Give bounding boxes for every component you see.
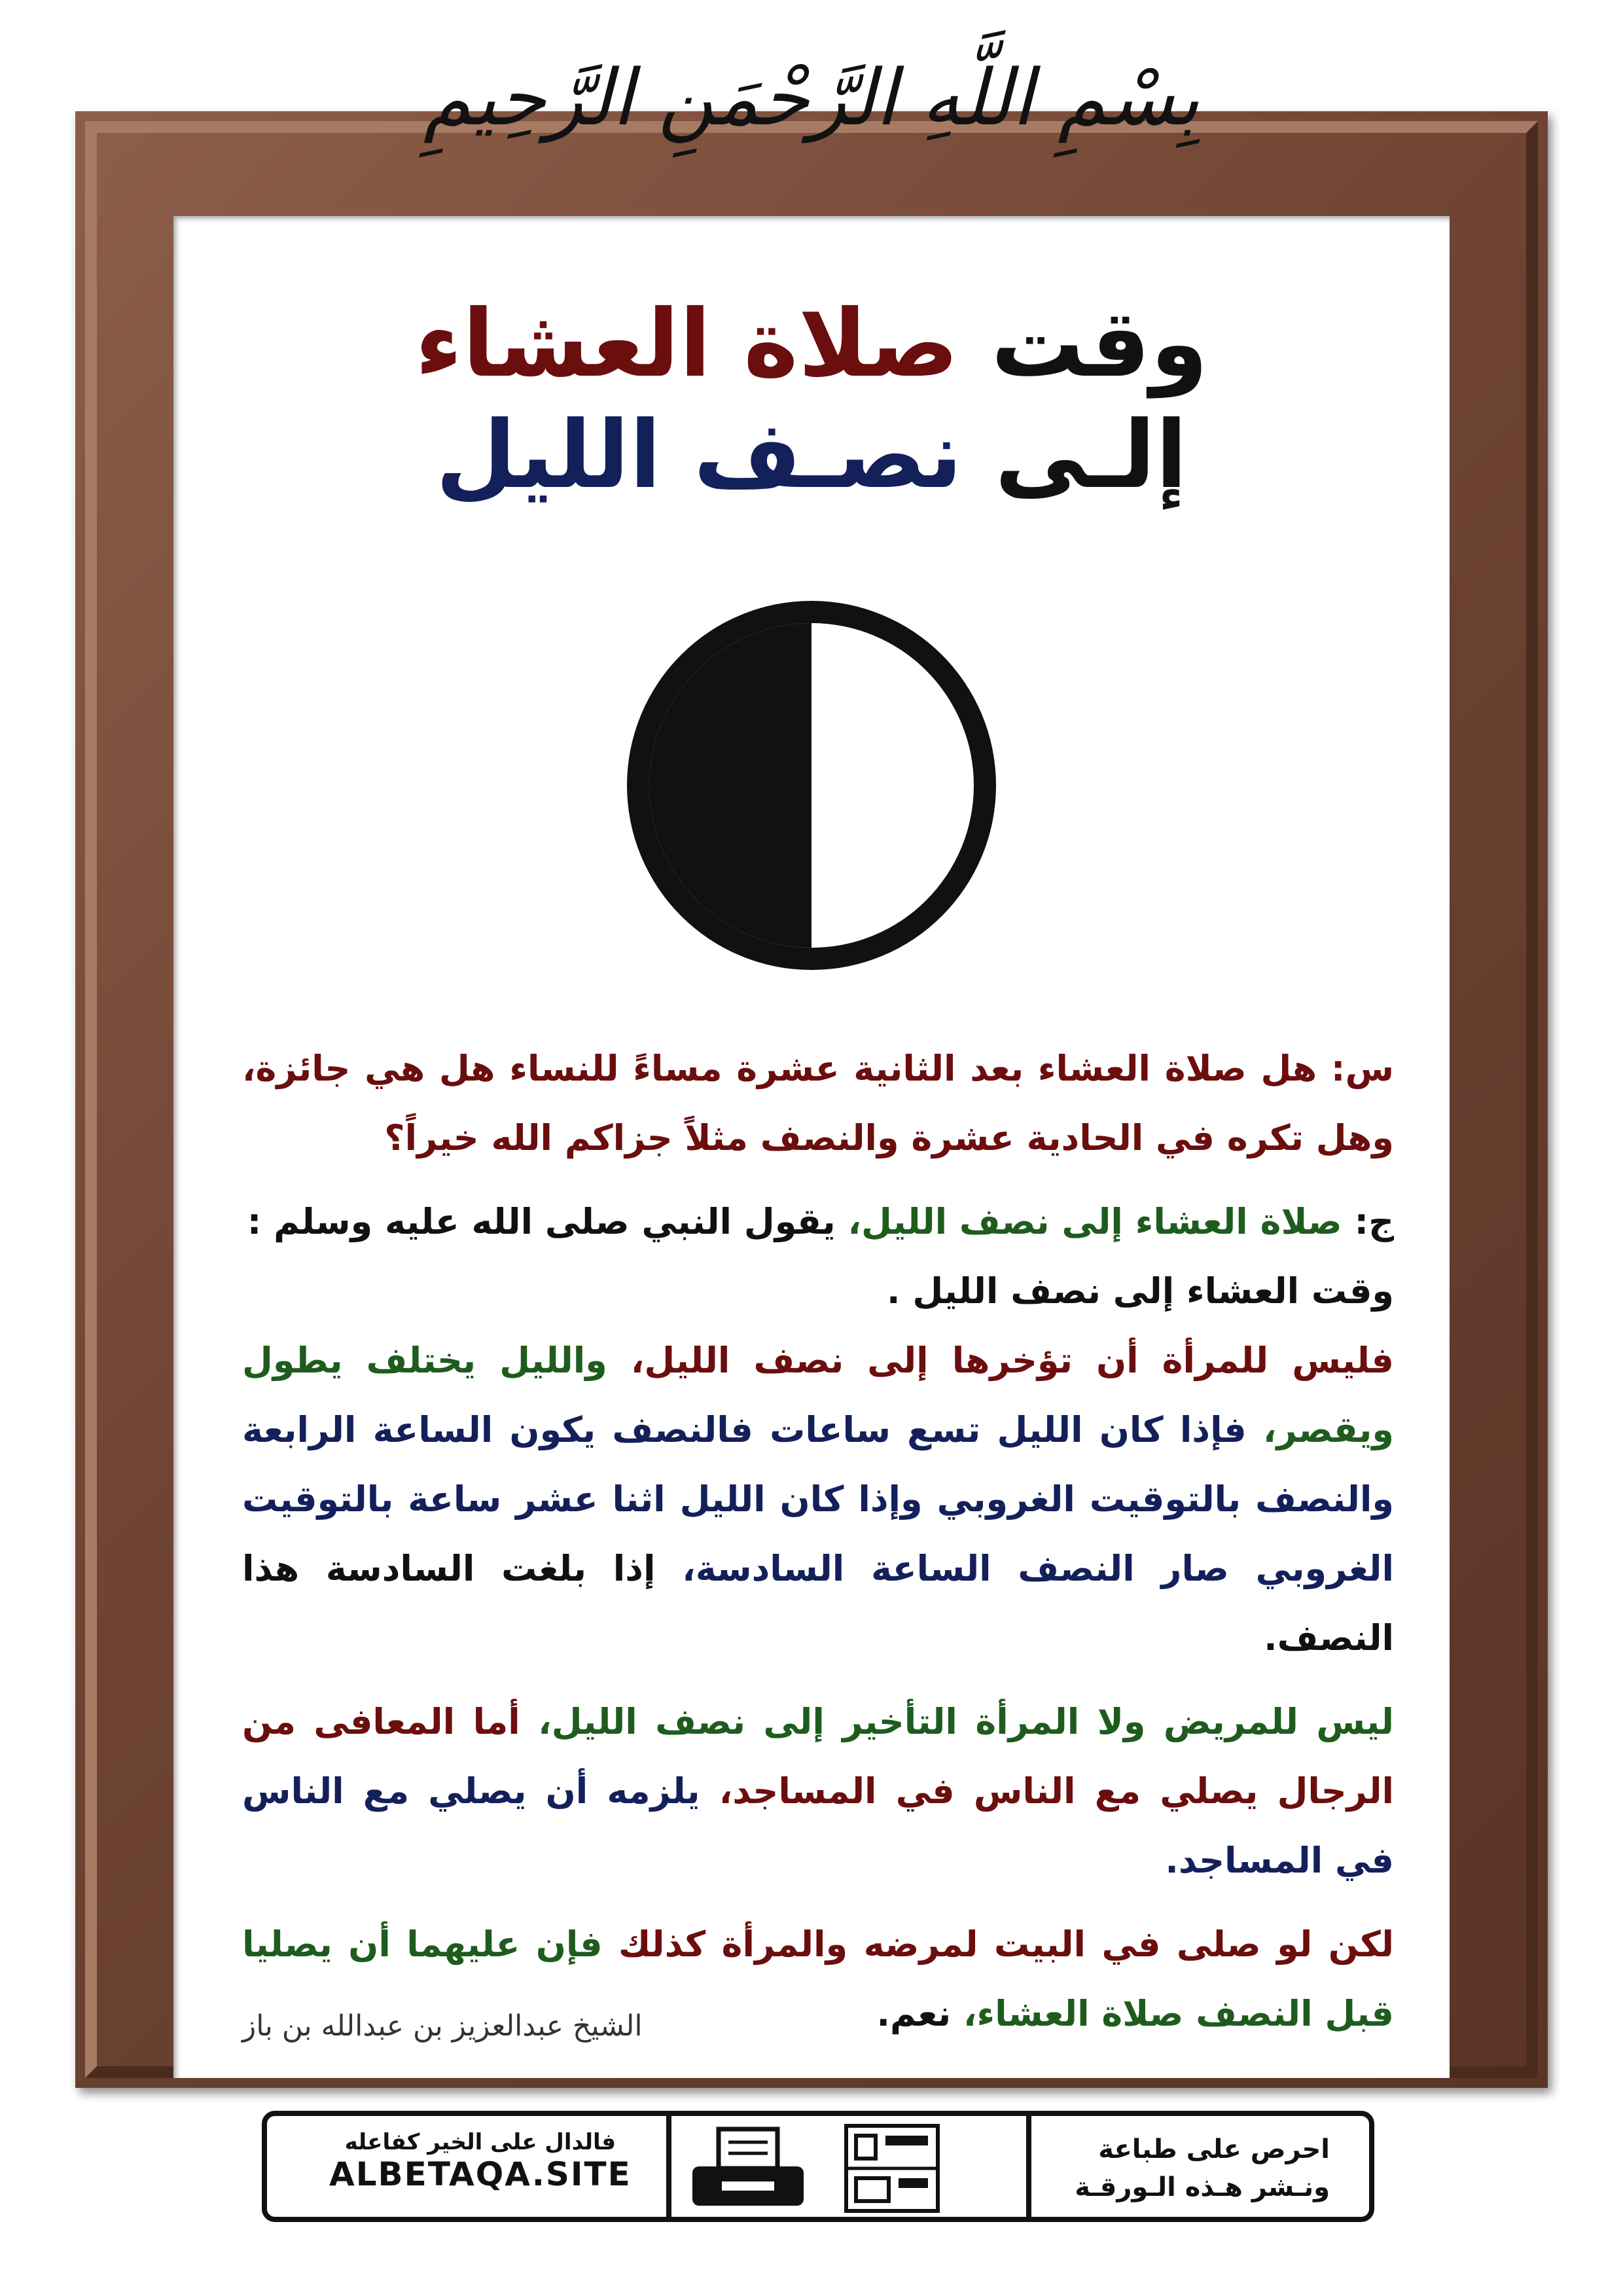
title-word-midnight: نصـف الليل (435, 401, 963, 509)
basmala-calligraphy: بِسْمِ اللَّهِ الرَّحْمَنِ الرَّحِيمِ (423, 52, 1200, 143)
answer-prefix: ج: (1354, 1201, 1394, 1242)
title-word-until: إلـى (995, 401, 1188, 509)
article-body (242, 1034, 1394, 2063)
footer-proverb: فالدال على الخير كفاعله (344, 2129, 616, 2155)
footer-site-url: ALBETAQA.SITE (329, 2155, 632, 2193)
author-signature: الشيخ عبدالعزيز بن عبدالله بن باز (242, 2009, 643, 2043)
footer-banner (262, 2111, 1374, 2222)
answer-p2-b: أما المعافى من الرجال يصلي مع الناس في المساجد، (242, 1701, 1394, 1812)
answer-lead: صلاة العشاء إلى نصف الليل، (847, 1201, 1342, 1242)
printer-icon (689, 2126, 807, 2211)
answer-paragraph-2 (242, 1687, 1394, 1895)
question-paragraph (242, 1034, 1394, 1173)
footer-print-line-2: ونـشر هـذه الـورقـة (1075, 2172, 1330, 2202)
half-moon-icon (609, 589, 1014, 982)
footer-print-call (1075, 2130, 1330, 2206)
answer-p3-b: فإن عليهما أن يصليا قبل النصف صلاة العشاء، (242, 1924, 1394, 2034)
answer-p2-c: يلزمه أن يصلي مع الناس في المساجد. (242, 1770, 1394, 1881)
footer-site-block (329, 2129, 632, 2193)
answer-p3-a: لكن لو صلى في البيت لمرضه والمرأة كذلك (618, 1924, 1395, 1965)
title-line-1 (0, 290, 1623, 398)
answer-p2-a: ليس للمريض ولا المرأة التأخير إلى نصف الليل، (538, 1701, 1394, 1742)
dawa-logo-icon (843, 2123, 941, 2214)
answer-paragraph-1 (242, 1187, 1394, 1673)
title-word-time: وقت (991, 290, 1208, 398)
answer-p1-e: إذا بلغت السادسة هذا النصف. (242, 1548, 1394, 1659)
footer-print-line-1: احرص على طباعة (1098, 2134, 1330, 2164)
hadith-text: وقت العشاء إلى نصف الليل . (887, 1270, 1394, 1312)
question-text: هل صلاة العشاء بعد الثانية عشرة مساءً للنساء هل هي جائزة، وهل تكره في الحادية عشرة والنصف مثلاً جزاكم الله خيراً؟ (242, 1048, 1394, 1158)
title-word-isha-prayer: صلاة العشاء (415, 290, 959, 398)
answer-p1-c: فإذا كان الليل تسع ساعات فالنصف يكون الساعة الرابعة والنصف بالتوقيت الغروبي (242, 1409, 1394, 1520)
answer-p3-c: نعم. (876, 1993, 952, 2034)
answer-p1-b: والليل يختلف يطول ويقصر، (242, 1340, 1394, 1450)
hadith-intro: يقول النبي صلى الله عليه وسلم : (247, 1201, 836, 1242)
footer-divider-left (666, 2111, 671, 2222)
title-line-2 (0, 401, 1623, 509)
question-prefix: س: (1330, 1048, 1394, 1089)
footer-divider-right (1026, 2111, 1031, 2222)
answer-p1-a: فليس للمرأة أن تؤخرها إلى نصف الليل، (630, 1340, 1394, 1381)
answer-p1-d: وإذا كان الليل اثنا عشر ساعة بالتوقيت الغروبي صار النصف الساعة السادسة، (242, 1479, 1394, 1589)
